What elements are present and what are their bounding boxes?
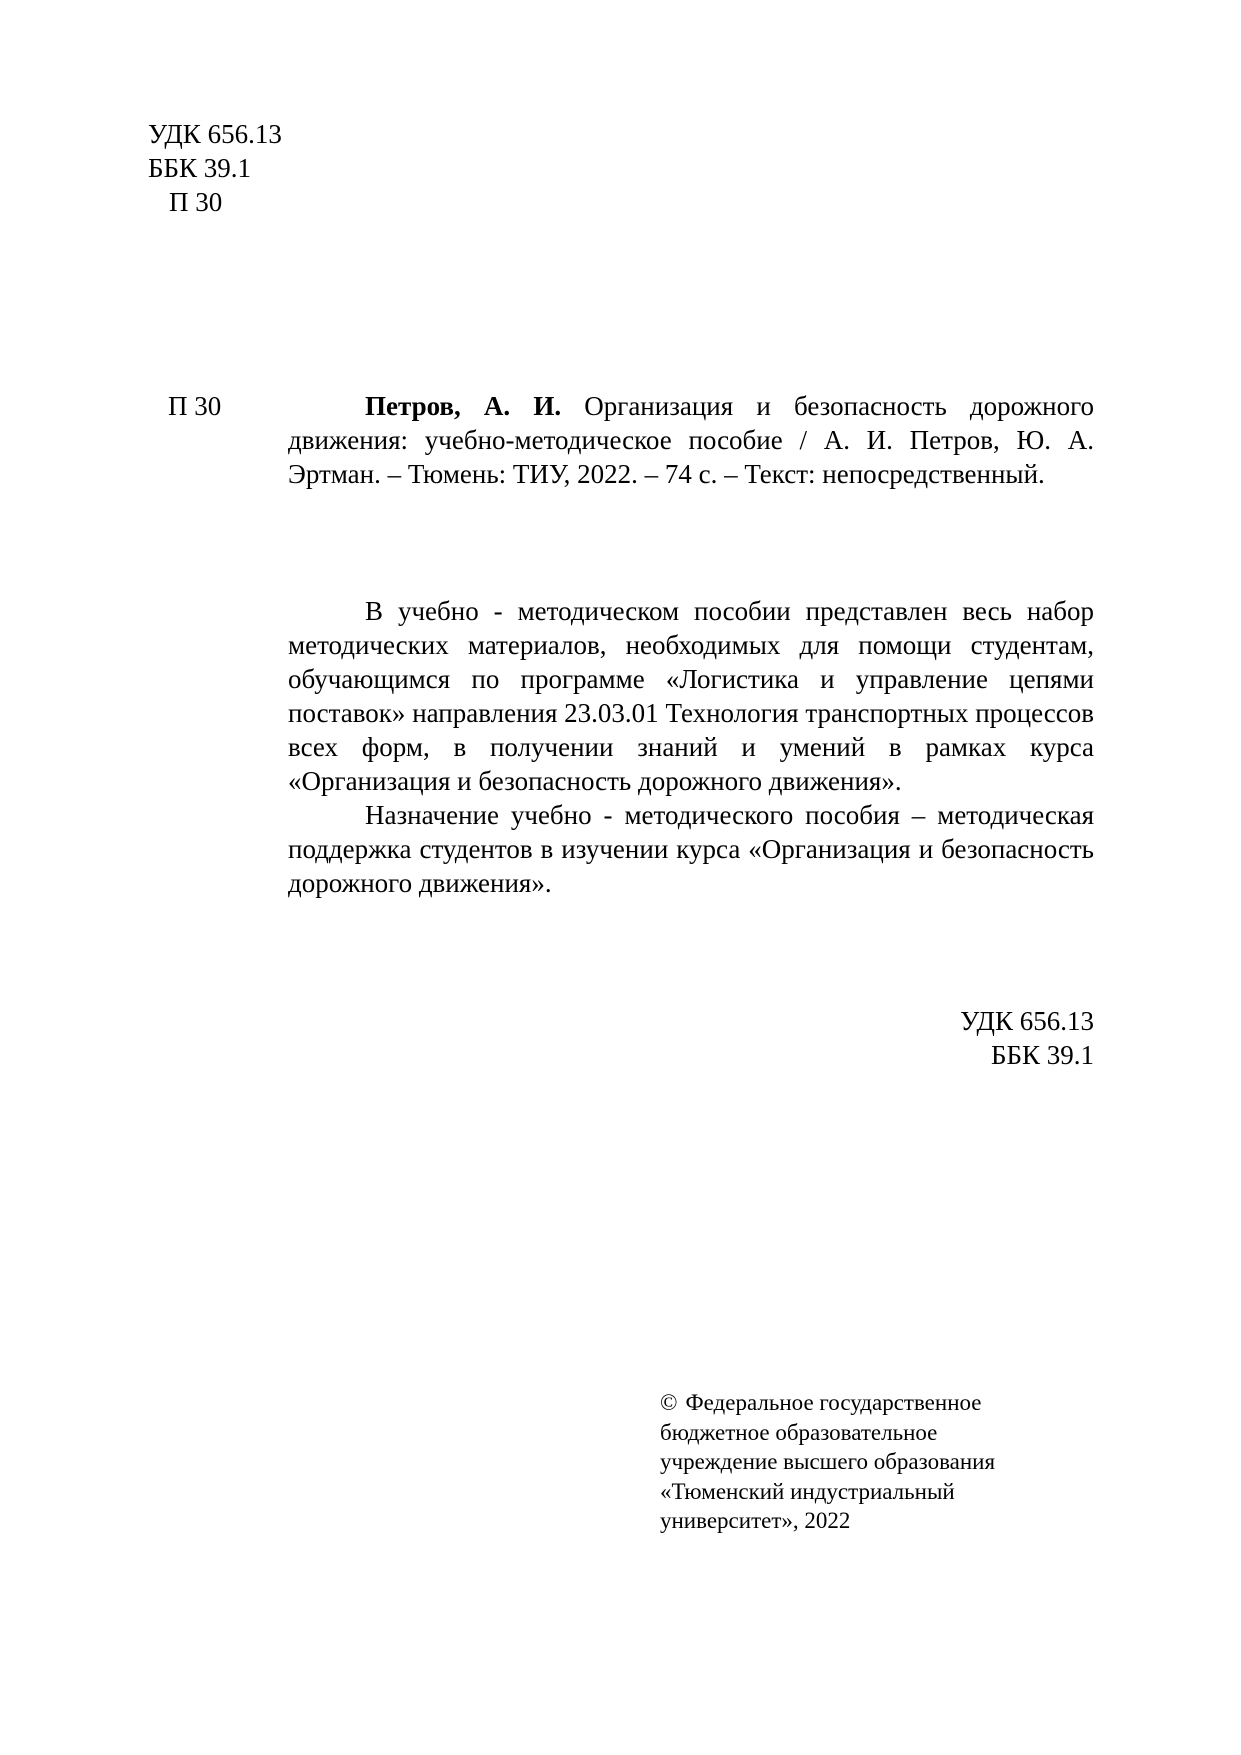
author-sign: П 30	[169, 187, 223, 217]
abstract-paragraph-1: В учебно - методическом пособии представлен весь набор методических материалов, необходимых для помощи студентам, обучающимся по программе «Логистика и управление цепями поставок» направления 23.03.01 Технология транспортных процессов всех форм, в получении знаний и умений в рамках курса «Организация и безопасность дорожного движения».	[288, 596, 1094, 796]
entry-author: Петров, А. И.	[365, 391, 562, 421]
copyright-line-2: бюджетное образовательное	[660, 1419, 938, 1445]
copyright-line-1: Федеральное государственное	[685, 1390, 982, 1415]
bibliographic-entry	[288, 389, 1094, 491]
classification-codes-bottom	[860, 1004, 1094, 1072]
copyright-line-4: «Тюменский индустриальный	[660, 1478, 955, 1504]
abstract-paragraph-2: Назначение учебно - методического пособия – методическая поддержка студентов в изучении курса «Организация и безопасность дорожного движения».	[288, 800, 1094, 898]
bbk-code-bottom: ББК 39.1	[990, 1040, 1094, 1070]
copyright-line-3: учреждение высшего образования	[660, 1449, 996, 1474]
classification-codes	[148, 117, 282, 219]
copyright-notice	[660, 1388, 1080, 1536]
udk-code: УДК 656.13	[148, 119, 282, 149]
copyright-icon: ©	[660, 1390, 678, 1415]
udk-code-bottom: УДК 656.13	[960, 1006, 1094, 1036]
bbk-code: ББК 39.1	[148, 153, 252, 183]
copyright-line-5: университет», 2022	[660, 1508, 851, 1533]
abstract	[288, 594, 1094, 900]
card-author-sign: П 30	[168, 391, 222, 421]
entry-description: Организация и безопасность дорожного движения: учебно-методическое пособие / А. И. Петров, Ю. А. Эртман. – Тюмень: ТИУ, 2022. – 74 с. – Текст: непосредственный.	[288, 391, 1095, 489]
